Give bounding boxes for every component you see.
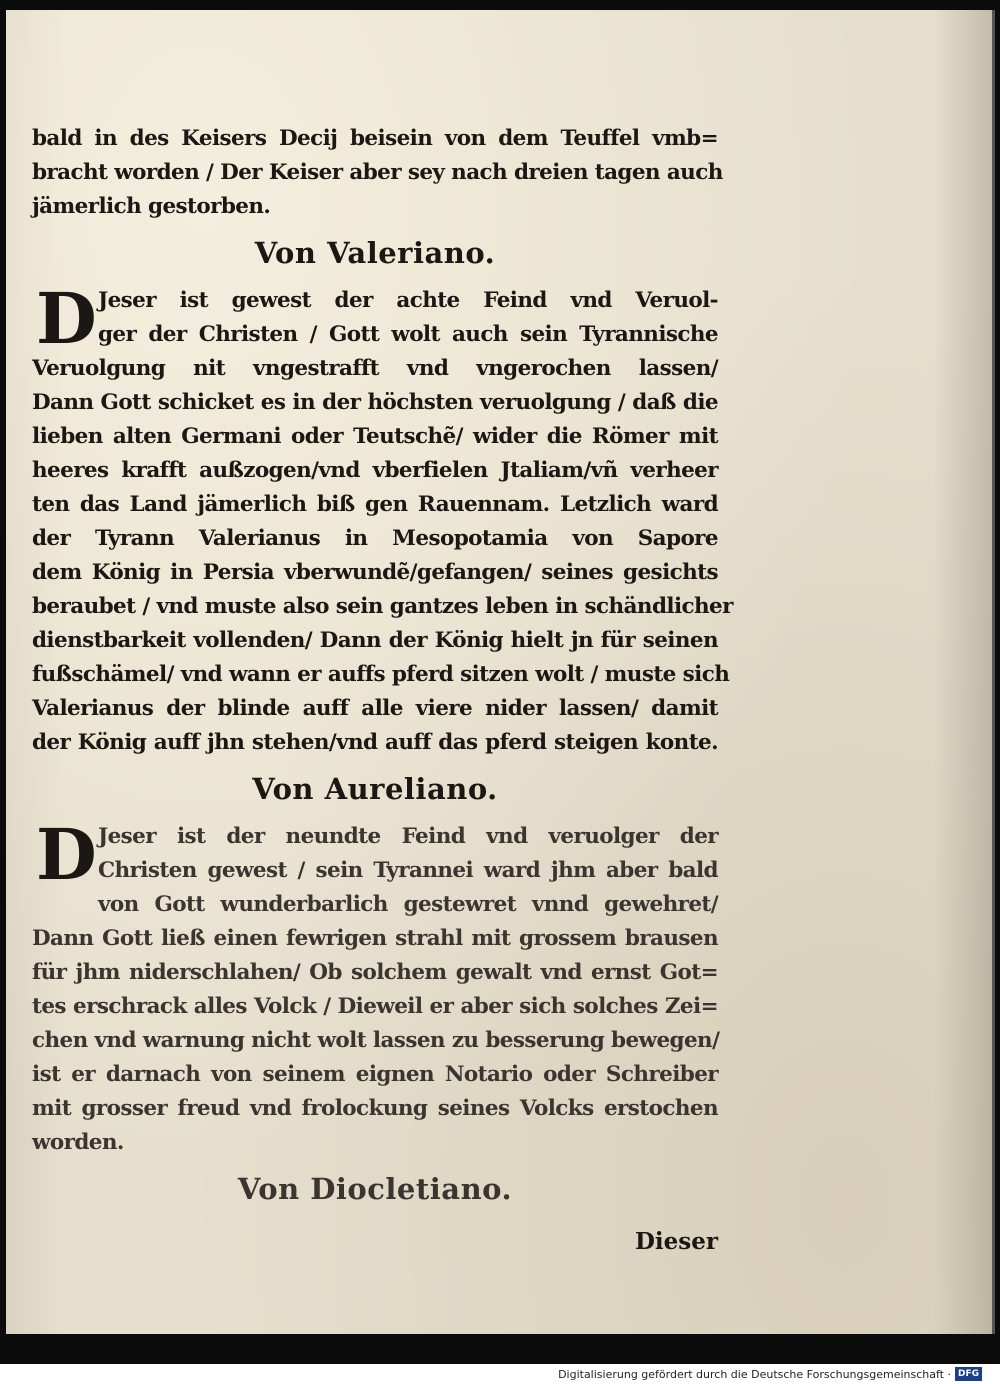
text-line: bracht worden / Der Keiser aber sey nach dreien tagen auch bbox=[32, 160, 723, 185]
text-line: dienstbarkeit vollenden/ Dann der König hielt jn für seinen bbox=[32, 628, 718, 653]
text-line: beraubet / vnd muste also sein gantzes leben in schändlicher bbox=[32, 594, 733, 619]
text-line: ten das Land jämerlich biß gen Rauennam. Letzlich ward bbox=[32, 492, 718, 517]
text-line: dem König in Persia vberwundẽ/gefangen/ seines gesichts bbox=[32, 560, 718, 585]
text-line: jämerlich gestorben. bbox=[32, 194, 271, 219]
section-heading-aureliano: Von Aureliano. bbox=[252, 772, 498, 806]
decorated-initial: D bbox=[36, 813, 97, 896]
text-line: mit grosser freud vnd frolockung seines Volcks erstochen bbox=[32, 1096, 718, 1121]
catchword: Dieser bbox=[634, 1228, 718, 1255]
text-line: ger der Christen / Gott wolt auch sein Tyrannische bbox=[98, 322, 718, 347]
text-line: bald in des Keisers Decij beisein von dem Teuffel vmb= bbox=[32, 126, 718, 151]
footer-text: Digitalisierung gefördert durch die Deutsche Forschungsgemeinschaft · bbox=[558, 1367, 951, 1381]
text-line: für jhm niderschlahen/ Ob solchem gewalt vnd ernst Got= bbox=[32, 960, 718, 985]
section-heading-valeriano: Von Valeriano. bbox=[254, 236, 496, 270]
paragraph-aureliano bbox=[32, 813, 720, 1160]
text-line: von Gott wunderbarlich gestewret vnnd gewehret/ bbox=[98, 892, 718, 917]
text-line: Jeser ist gewest der achte Feind vnd Veruol- bbox=[98, 288, 718, 313]
section-heading-diocletiano: Von Diocletiano. bbox=[237, 1172, 513, 1206]
text-line: lieben alten Germani oder Teutschẽ/ wider die Römer mit bbox=[32, 424, 718, 449]
text-line: Jeser ist der neundte Feind vnd veruolger der bbox=[98, 824, 718, 849]
page-text bbox=[32, 122, 733, 1260]
text-line: Christen gewest / sein Tyrannei ward jhm aber bald bbox=[98, 858, 718, 883]
text-line: worden. bbox=[32, 1130, 124, 1155]
text-line: Dann Gott ließ einen fewrigen strahl mit grossem brausen bbox=[32, 926, 718, 951]
text-line: chen vnd warnung nicht wolt lassen zu besserung bewegen/ bbox=[32, 1028, 720, 1053]
digitization-footer bbox=[558, 1366, 982, 1382]
text-line: ist er darnach von seinem eignen Notario oder Schreiber bbox=[32, 1062, 718, 1087]
dfg-logo-icon: DFG bbox=[955, 1367, 982, 1381]
text-line: heeres krafft außzogen/vnd vberfielen Jtaliam/vñ verheer bbox=[32, 458, 718, 483]
paragraph-valeriano bbox=[32, 277, 733, 760]
text-line: der König auff jhn stehen/vnd auff das pferd steigen konte. bbox=[32, 730, 718, 755]
text-line: fußschämel/ vnd wann er auffs pferd sitzen wolt / muste sich bbox=[32, 662, 730, 687]
text-line: Veruolgung nit vngestrafft vnd vngerochen lassen/ bbox=[32, 356, 718, 381]
decorated-initial: D bbox=[36, 277, 97, 360]
text-line: der Tyrann Valerianus in Mesopotamia von Sapore bbox=[32, 526, 718, 551]
book-page bbox=[6, 10, 995, 1334]
text-line: Valerianus der blinde auff alle viere nider lassen/ damit bbox=[32, 696, 718, 721]
text-line: Dann Gott schicket es in der höchsten veruolgung / daß die bbox=[32, 390, 718, 415]
text-line: tes erschrack alles Volck / Dieweil er aber sich solches Zei= bbox=[32, 994, 718, 1019]
